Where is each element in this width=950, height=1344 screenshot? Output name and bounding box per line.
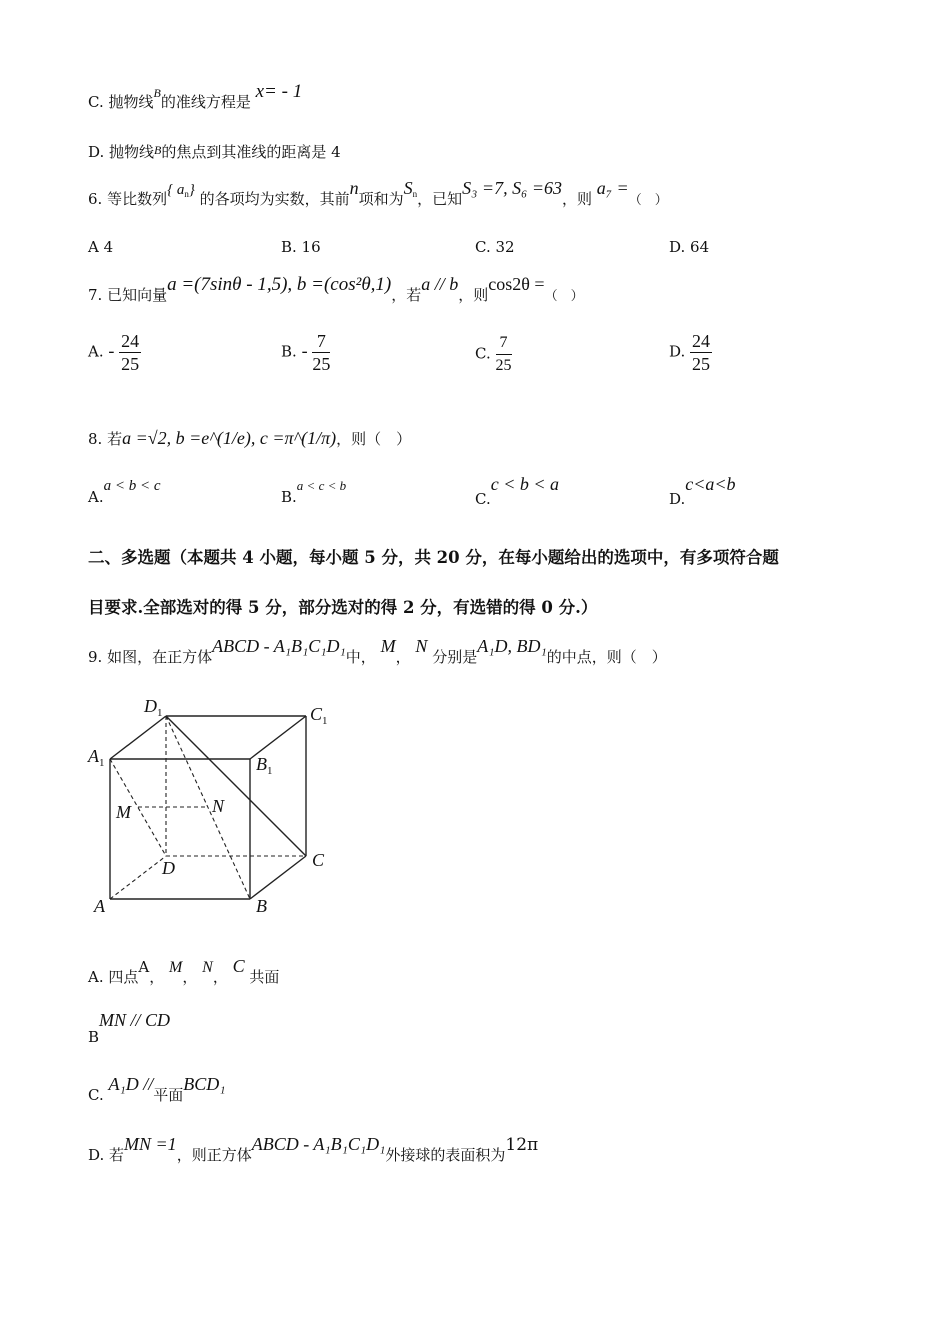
q7-stem: 7. 已知向量a =(7sinθ - 1,5), b =(cos²θ,1)，若a // b，则cos2θ =（ ） (88, 274, 584, 304)
label-a1: $A_1$ (88, 746, 105, 769)
q7-option-c: C. $\frac{7}{25}$ (475, 332, 512, 377)
q5-option-d: D. 抛物线$^B$的焦点到其准线的距离是 4 (88, 143, 341, 161)
q6-stem: 6. 等比数列{ $a_n$} 的各项均为实数，其前n项和为$S_n$，已知S₃ =7, S₆ =63，则 a₇ =（ ） (88, 178, 668, 208)
q8-option-a: A.a < b < c (88, 478, 161, 506)
label-a: A (94, 896, 105, 916)
q8-option-b: B.a < c < b (281, 478, 347, 506)
q6-option-c: C. 32 (475, 238, 515, 256)
fraction: $\frac{7}{25}$ (312, 331, 331, 374)
q9-option-c: C. A₁D //平面BCD₁ (88, 1074, 226, 1104)
q6-option-b: B. 16 (281, 238, 321, 256)
fraction: $\frac{7}{25}$ (495, 334, 512, 374)
q6-option-d: D. 64 (669, 238, 710, 256)
q7-option-b: B. - $\frac{7}{25}$ (281, 331, 331, 374)
label-c1: $C_1$ (310, 704, 328, 727)
label-d1: $D_1$ (144, 696, 163, 719)
cube-figure (86, 690, 346, 920)
label-b1: $B_1$ (256, 754, 273, 777)
q8-stem: 8. 若a =√2, b =e^(1/e), c =π^(1/π)，则（ ） (88, 428, 412, 448)
q9-option-a: A. 四点A， M， N， C 共面 (88, 956, 280, 986)
q9-stem: 9. 如图，在正方体ABCD - A₁B₁C₁D₁中， M， N 分别是A₁D, BD₁的中点，则（ ） (88, 636, 667, 666)
q7-option-a: A. - $\frac{24}{25}$ (88, 331, 140, 374)
label-c: C (312, 850, 325, 870)
label-m: M (116, 802, 131, 822)
fraction: $\frac{24}{25}$ (121, 331, 140, 374)
section-heading: 二、多选题（本题共 4 小题，每小题 5 分，共 20 分，在每小题给出的选项中，有多项符合题 (88, 548, 779, 567)
section-heading-cont: 目要求.全部选对的得 5 分，部分选对的得 2 分，有选错的得 0 分.） (88, 598, 598, 617)
q7-option-d: D. $\frac{24}{25}$ (669, 331, 711, 374)
label-n: N (212, 796, 225, 816)
label-d: D (162, 858, 175, 878)
label-b: B (256, 896, 267, 916)
q8-option-c: C.c < b < a (475, 474, 560, 508)
q9-option-b: BMN // CD (88, 1010, 171, 1046)
q8-option-d: D.c<a<b (669, 474, 736, 508)
fraction: $\frac{24}{25}$ (692, 331, 711, 374)
q5-option-c: C. 抛物线$^B$的准线方程是 x= - 1 (88, 81, 303, 111)
q9-option-d: D. 若MN =1，则正方体ABCD - A₁B₁C₁D₁外接球的表面积为12π (88, 1134, 539, 1164)
q6-option-a: A 4 (88, 238, 114, 256)
